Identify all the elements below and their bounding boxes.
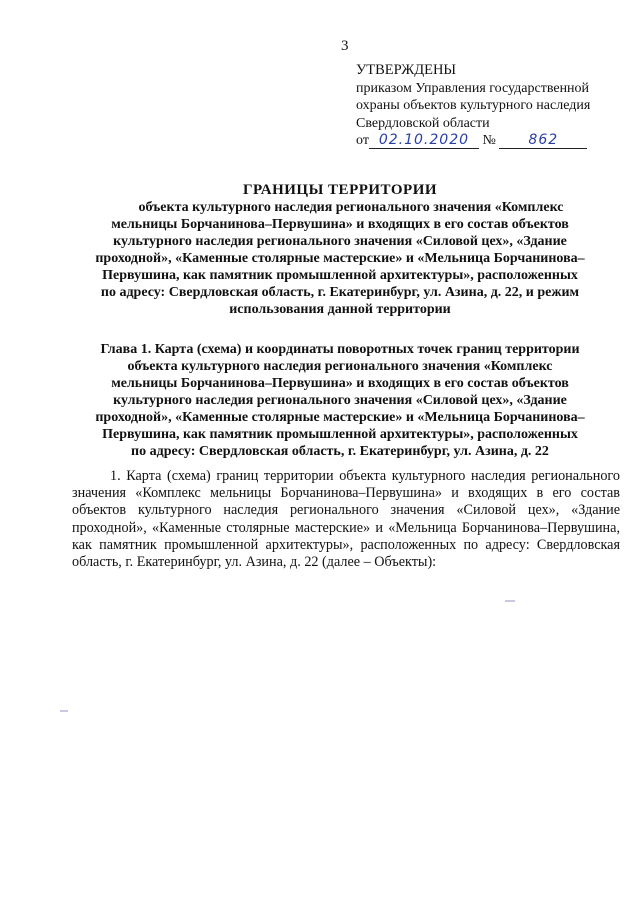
title-line: культурного наследия регионального значения «Силовой цех», «Здание (113, 234, 567, 249)
title-line: по адресу: Свердловская область, г. Екатеринбург, ул. Азина, д. 22, и режим (100, 285, 580, 300)
approval-line: приказом Управления государственной (356, 80, 590, 96)
chapter-line: культурного наследия регионального значения «Силовой цех», «Здание (113, 393, 567, 408)
date-prefix: от (356, 133, 369, 148)
title-line: использования данной территории (229, 302, 451, 317)
scan-artifact (60, 710, 68, 712)
approval-block (356, 62, 626, 150)
date-field (369, 133, 479, 149)
title-line: Первушина, как памятник промышленной архитектуры», расположенных (102, 268, 578, 283)
page-number: 3 (341, 38, 349, 54)
chapter-heading (60, 341, 620, 460)
chapter-line: мельницы Борчанинова–Первушина» и входящих в его состав объектов (111, 376, 569, 391)
chapter-line: Первушина, как памятник промышленной архитектуры», расположенных (102, 427, 578, 442)
chapter-line: Глава 1. Карта (схема) и координаты поворотных точек границ территории (100, 342, 580, 357)
approval-line: Свердловской области (356, 115, 490, 131)
number-prefix: № (482, 133, 496, 148)
document-title (60, 182, 620, 318)
approval-title: УТВЕРЖДЕНЫ (356, 62, 457, 78)
chapter-line: проходной», «Каменные столярные мастерские» и «Мельница Борчанинова– (95, 410, 585, 425)
title-line: объекта культурного наследия регионального значения «Комплекс (138, 200, 564, 215)
number-field (499, 133, 587, 149)
approval-date-number-row (356, 132, 626, 150)
title-line: мельницы Борчанинова–Первушина» и входящих в его состав объектов (111, 217, 569, 232)
paragraph-1: 1. Карта (схема) границ территории объекта культурного наследия регионального значения «Комплекс мельницы Борчанинова–Первушина» и входящих в его состав объектов культурного наследия регионального значения «Силовой цех», «Здание проходной», «Каменные столярные мастерские» и «Мельница Борчанинова–Первушина, как памятник промышленной архитектуры», расположенных по адресу: Свердловская область, г. Екатеринбург, ул. Азина, д. 22 (далее – Объекты): (72, 468, 620, 571)
chapter-line: объекта культурного наследия регионального значения «Комплекс (127, 359, 553, 374)
scan-artifact (505, 600, 515, 602)
title-heading: ГРАНИЦЫ ТЕРРИТОРИИ (242, 182, 438, 198)
handwritten-number: 862 (528, 132, 559, 148)
approval-line: охраны объектов культурного наследия (356, 98, 591, 113)
title-line: проходной», «Каменные столярные мастерские» и «Мельница Борчанинова– (95, 251, 585, 266)
handwritten-date: 02.10.2020 (378, 132, 470, 148)
chapter-line: по адресу: Свердловская область, г. Екатеринбург, ул. Азина, д. 22 (131, 444, 549, 459)
